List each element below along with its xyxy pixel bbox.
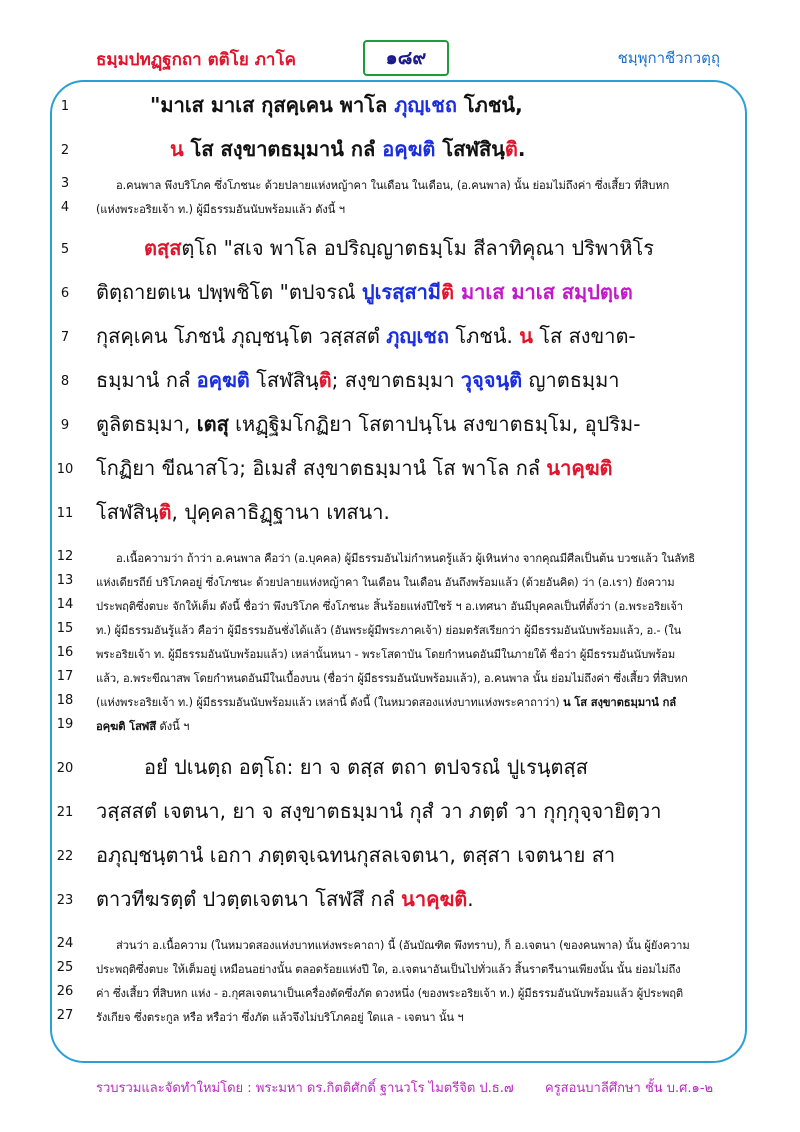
translation-text: รังเกียจ ซึ่งตระกูล หรือ หรือว่า ซึ่งภัต แล้วจึงไม่บริโภคอยู่ ใดแล - เจตนา นั้น ฯ — [96, 1011, 464, 1024]
line-number: 14 — [56, 597, 74, 612]
line-number: 18 — [56, 693, 74, 708]
translation-text: พระอริยเจ้า ท. ผู้มีธรรมอันนับพร้อมแล้ว) เหล่านั้นหนา - พระโสดาบัน โดยกำหนดอันมีในภายใต้ ชื่อว่า ผู้มีธรรมอันนับพร้อม — [96, 648, 676, 661]
line-number: 4 — [60, 200, 70, 215]
pali-text: โกฏิยา ขีณาสโว; อิเมสํ สงฺขาตธมฺมานํ โส พาโล กลํ นาคฺฆติ — [96, 456, 613, 480]
line-number: 3 — [60, 176, 70, 191]
story-title: ชมฺพุกาชีวกวตฺถุ — [617, 49, 720, 67]
line-number: 16 — [56, 645, 74, 660]
pali-text: อภุญฺชนฺตานํ เอกา ภตฺตจฺเฉทนกุสลเจตนา, ตสฺสา เจตนาย สา — [96, 843, 616, 867]
translation-text: อ.เนื้อความว่า ถ้าว่า อ.คนพาล คือว่า (อ.บุคคล) ผู้มีธรรมอันไม่กำหนดรู้แล้ว ผู้เหินห่าง จากคุณมีศีลเป็นต้น บวชแล้ว ในลัทธิ — [116, 552, 696, 565]
line-number: 27 — [56, 1008, 74, 1023]
line-number: 25 — [56, 960, 74, 975]
line-number: 1 — [60, 99, 70, 114]
line-number: 13 — [56, 573, 74, 588]
book-title: ธมฺมปทฏฺฐกถา ตติโย ภาโค — [96, 50, 296, 70]
footer-author: รวบรวมและจัดทำใหม่โดย : พระมหา ดร.กิตติศักดิ์ ฐานวโร ไมตรีจิต ป.ธ.๗ — [96, 1081, 514, 1096]
line-number: 8 — [60, 374, 70, 389]
translation-text: ประพฤติซึ่งตบะ ให้เต็มอยู่ เหมือนอย่างนั้น ตลอดร้อยแห่งปี ใด, อ.เจตนาอันเป็นไปทั่วแล้ว สิ้นราตรีนานเพียงนั้น นั้น ย่อมไม่ถึง — [96, 963, 681, 976]
line-number: 5 — [60, 242, 70, 257]
verse-text: น โส สงฺขาตธมฺมานํ กลํ อคฺฆติ โสฬสินฺติ. — [170, 137, 526, 161]
line-number: 24 — [56, 936, 74, 951]
pali-text: กุสคฺเคน โภชนํ ภุญฺชนฺโต วสฺสสตํ ภุญฺเชถ โภชนํ. น โส สงขาต- — [96, 324, 636, 348]
line-number: 12 — [56, 549, 74, 564]
line-number: 17 — [56, 669, 74, 684]
pali-text: วสฺสสตํ เจตนา, ยา จ สงฺขาตธมฺมานํ กุสํ วา ภตฺตํ วา กุกฺกุจฺจายิตฺวา — [96, 799, 662, 823]
translation-text: (แห่งพระอริยเจ้า ท.) ผู้มีธรรมอันนับพร้อมแล้ว เหล่านี้ ดังนี้ (ในหมวดสองแห่งบาทแห่งพระคาถาว่า) น โส สงฺขาตธมฺมานํ กลํ — [96, 696, 677, 709]
line-number: 26 — [56, 984, 74, 999]
pali-text: ตาวทีฆรตฺตํ ปวตฺตเจตนา โสฬสึ กลํ นาคฺฆติ. — [96, 887, 474, 911]
pali-text: อยํ ปเนตฺถ อตฺโถ: ยา จ ตสฺส ตถา ตปจรณํ ปูเรนฺตสฺส — [144, 755, 588, 779]
pali-text: โสฬสินฺติ, ปุคฺคลาธิฏฺฐานา เทสนา. — [96, 500, 390, 524]
line-number: 21 — [56, 805, 74, 820]
translation-text: (แห่งพระอริยเจ้า ท.) ผู้มีธรรมอันนับพร้อมแล้ว ดังนี้ ฯ — [96, 203, 345, 216]
line-number: 10 — [56, 462, 74, 477]
translation-text: ค่า ซึ่งเสี้ยว ที่สิบหก แห่ง - อ.กุศลเจตนาเป็นเครื่องตัดซึ่งภัต ดวงหนึ่ง (ของพระอริยเจ้า ท.) ผู้มีธรรมอันนับพร้อมแล้ว ผู้ประพฤติ — [96, 987, 684, 1000]
translation-text: ส่วนว่า อ.เนื้อความ (ในหมวดสองแห่งบาทแห่งพระคาถา) นี้ (อันบัณฑิต พึงทราบ), ก็ อ.เจตนา (ของคนพาล) นั้น ผู้ยังความ — [116, 939, 690, 952]
page-number: ๑๘๙ — [363, 40, 449, 76]
translation-text: แล้ว, อ.พระขีณาสพ โดยกำหนดอันมีในเบื้องบน (ชื่อว่า ผู้มีธรรมอันนับพร้อมแล้ว), อ.คนพาล นั้น ย่อมไม่ถึงค่า ซึ่งเสี้ยว ที่สิบหก — [96, 672, 688, 685]
line-number: 6 — [60, 286, 70, 301]
line-number: 11 — [56, 506, 74, 521]
line-number: 20 — [56, 761, 74, 776]
translation-text: อคฺฆติ โสฬสึ ดังนี้ ฯ — [96, 720, 190, 733]
line-number: 22 — [56, 849, 74, 864]
line-number: 19 — [56, 717, 74, 732]
line-number: 9 — [60, 418, 70, 433]
page-header — [0, 40, 800, 80]
content-frame — [50, 80, 747, 1063]
translation-text: อ.คนพาล พึงบริโภค ซึ่งโภชนะ ด้วยปลายแห่งหญ้าคา ในเดือน ในเดือน, (อ.คนพาล) นั้น ย่อมไม่ถึงค่า ซึ่งเสี้ยว ที่สิบหก — [116, 179, 670, 192]
translation-text: แห่งเดียรถีย์ บริโภคอยู่ ซึ่งโภชนะ ด้วยปลายแห่งหญ้าคา ในเดือน ในเดือน อันถึงพร้อมแล้ว (ด้วยอันคิด) ว่า (อ.เรา) ยังความ — [96, 576, 675, 589]
verse-text: "มาเส มาเส กุสคฺเคน พาโล ภุญฺเชถ โภชนํ, — [150, 93, 523, 117]
translation-text: ท.) ผู้มีธรรมอันรู้แล้ว คือว่า ผู้มีธรรมอันชั่งได้แล้ว (อันพระผู้มีพระภาคเจ้า) ย่อมตรัสเรียกว่า ผู้มีธรรมอันนับพร้อมแล้ว, อ.- (ใน — [96, 624, 682, 637]
pali-text: ติตฺถายตเน ปพฺพชิโต "ตปจรณํ ปูเรสฺสามีติ มาเส มาเส สมฺปตฺเต — [96, 280, 633, 304]
footer-course: ครูสอนบาลีศึกษา ชั้น บ.ศ.๑-๒ — [545, 1081, 714, 1096]
pali-text: ตสฺสตฺโถ "สเจ พาโล อปริญฺญาตธมฺโม สีลาทิคุณา ปริพาหิโร — [144, 236, 655, 260]
pali-text: ตูลิตธมฺมา, เตสุ เหฏฺฐิมโกฏิยา โสตาปนฺโน สงขาตธมฺโม, อุปริม- — [96, 412, 641, 436]
line-number: 23 — [56, 893, 74, 908]
line-number: 7 — [60, 330, 70, 345]
line-number: 2 — [60, 143, 70, 158]
translation-text: ประพฤติซึ่งตบะ จักให้เต็ม ดังนี้ ชื่อว่า พึงบริโภค ซึ่งโภชนะ สิ้นร้อยแห่งปีใชร้ ฯ อ.เทศนา อันมีบุคคลเป็นที่ตั้งว่า (อ.พระอริยเจ้า — [96, 600, 683, 613]
pali-text: ธมฺมานํ กลํ อคฺฆติ โสฬสินฺติ; สงฺขาตธมฺมา วุจฺจนฺติ ญาตธมฺมา — [96, 368, 620, 392]
line-number: 15 — [56, 621, 74, 636]
